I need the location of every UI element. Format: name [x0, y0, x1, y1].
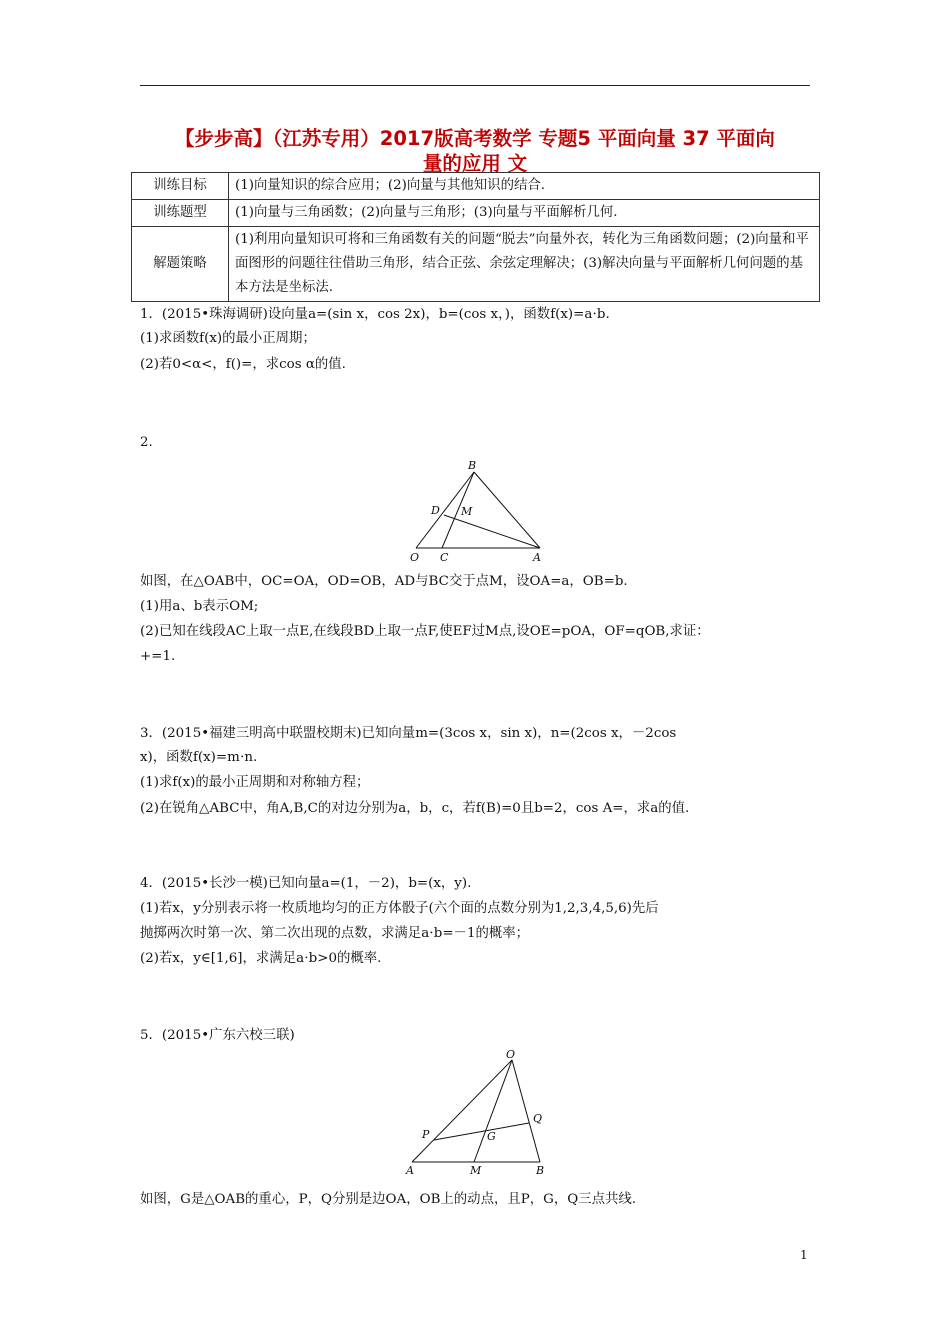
problem-5-stem: 5．(2015•广东六校三联) — [140, 1028, 295, 1043]
label-o: O — [506, 1048, 516, 1061]
label-a: A — [406, 1164, 414, 1177]
problem-2-part2: (2)已知在线段AC上取一点E,在线段BD上取一点F,使EF过M点,设OE=pOA，OF=qOB,求证： — [140, 624, 710, 639]
page-number: 1 — [800, 1248, 808, 1262]
table-row — [132, 227, 820, 302]
label-o: O — [410, 551, 420, 564]
triangle-oab-figure-1 — [400, 455, 560, 565]
problem-5-description: 如图，G是△OAB的重心，P，Q分别是边OA，OB上的动点，且P，G，Q三点共线. — [140, 1192, 637, 1207]
table-row — [132, 200, 820, 227]
label-g: G — [487, 1130, 496, 1143]
page-title-line2: 量的应用 文 — [422, 152, 528, 175]
label-q: Q — [533, 1112, 543, 1125]
problem-3-part1: (1)求f(x)的最小正周期和对称轴方程； — [140, 775, 370, 790]
label-b: B — [468, 459, 477, 472]
row-label: 训练目标 — [132, 173, 229, 200]
header-rule — [140, 85, 810, 86]
training-info-table — [131, 172, 820, 302]
label-d: D — [431, 504, 440, 517]
row-content: (1)向量与三角函数；(2)向量与三角形；(3)向量与平面解析几何. — [229, 200, 820, 227]
problem-3-part2: (2)在锐角△ABC中，角A,B,C的对边分别为a，b，c，若f(B)=0且b=2，cos A=，求a的值. — [140, 801, 690, 816]
triangle-oab-figure-2 — [400, 1048, 560, 1178]
label-m: M — [461, 505, 473, 518]
problem-2-part2-cont: +=1. — [140, 649, 176, 664]
row-content: (1)利用向量知识可将和三角函数有关的问题“脱去”向量外衣，转化为三角函数问题；(2)向量和平面图形的问题往往借助三角形，结合正弦、余弦定理解决；(3)解决向量与平面解析几何问题的基本方法是坐标法. — [229, 227, 820, 302]
problem-4-part2: (2)若x，y∈[1,6]，求满足a⋅b>0的概率. — [140, 951, 382, 966]
problem-3-stem-cont: x)，函数f(x)=m⋅n. — [140, 750, 258, 765]
problem-4-part1: (1)若x，y分别表示将一枚质地均匀的正方体骰子(六个面的点数分别为1,2,3,4,5,6)先后 — [140, 901, 659, 916]
label-b: B — [536, 1164, 545, 1177]
problem-2-number: 2. — [140, 435, 153, 450]
row-label: 训练题型 — [132, 200, 229, 227]
problem-1-part1: (1)求函数f(x)的最小正周期； — [140, 331, 316, 346]
label-c: C — [440, 551, 449, 564]
problem-4-part1-cont: 抛掷两次时第一次、第二次出现的点数，求满足a⋅b=－1的概率； — [140, 926, 530, 941]
problem-2-part1: (1)用a、b表示OM; — [140, 599, 259, 614]
problem-2-stem: 如图，在△OAB中，OC=OA，OD=OB，AD与BC交于点M，设OA=a，OB=b. — [140, 574, 628, 589]
label-p: P — [422, 1128, 430, 1141]
problem-1-part2: (2)若0<α<，f()=，求cos α的值. — [140, 357, 346, 372]
problem-4-stem: 4．(2015•长沙一模)已知向量a=(1，－2)，b=(x，y). — [140, 876, 472, 891]
label-a: A — [533, 551, 541, 564]
row-content: (1)向量知识的综合应用；(2)向量与其他知识的结合. — [229, 173, 820, 200]
problem-1-stem: 1．(2015•珠海调研)设向量a=(sin x，cos 2x)，b=(cos x，)，函数f(x)=a⋅b. — [140, 307, 610, 322]
table-row — [132, 173, 820, 200]
problem-3-stem: 3．(2015•福建三明高中联盟校期末)已知向量m=(3cos x，sin x)，n=(2cos x，－2cos — [140, 726, 677, 741]
label-m: M — [470, 1164, 482, 1177]
page-title-line1: 【步步高】（江苏专用）2017版高考数学 专题5 平面向量 37 平面向 — [175, 127, 775, 150]
row-label: 解题策略 — [132, 227, 229, 302]
